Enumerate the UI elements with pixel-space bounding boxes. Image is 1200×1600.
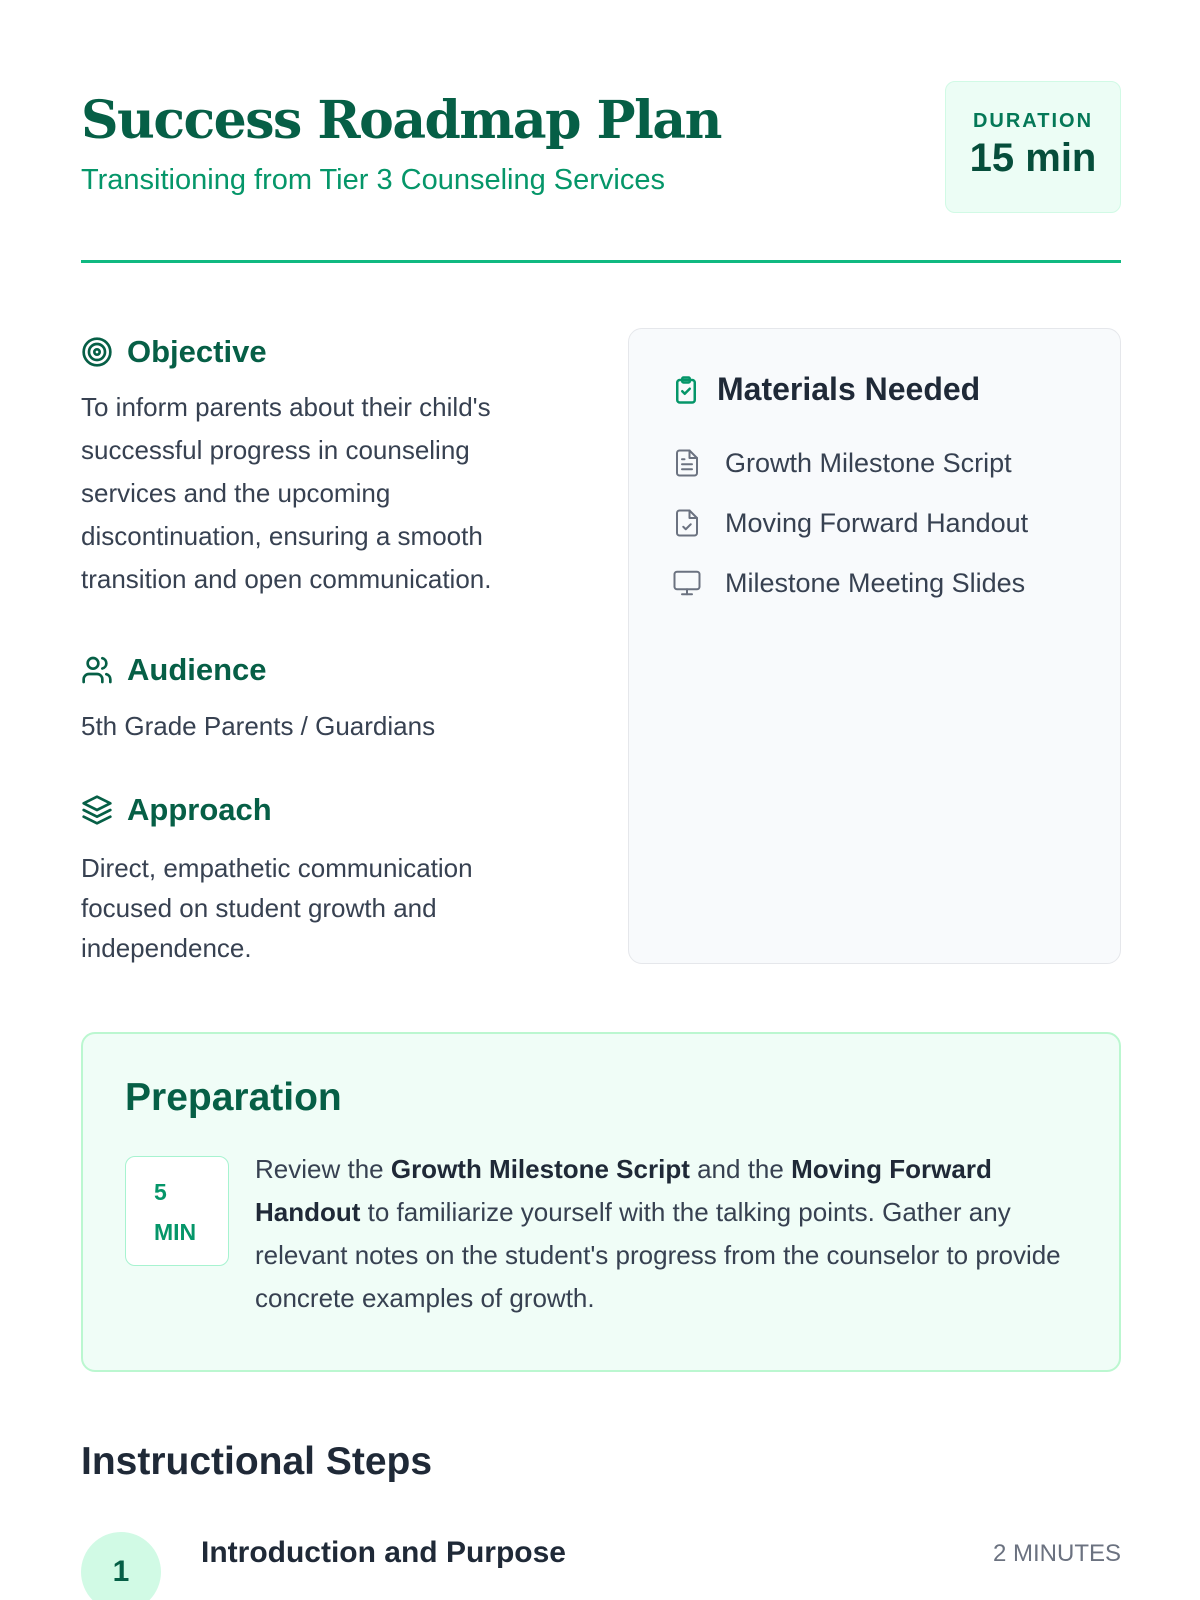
page-subtitle: Transitioning from Tier 3 Counseling Services (81, 164, 666, 196)
step-duration: 2 MINUTES (992, 1540, 1121, 1567)
audience-text: 5th Grade Parents / Guardians (81, 711, 436, 741)
material-label: Growth Milestone Script (725, 447, 1012, 478)
steps-heading: Instructional Steps (81, 1440, 433, 1483)
material-item[interactable] (671, 493, 1028, 553)
prep-text-part: to familiarize yourself with the talking points. Gather any relevant notes on the student's progress from the counselor to provide concrete examples of growth. (255, 1197, 1061, 1313)
file-check-icon (671, 507, 703, 539)
approach-text: Direct, empathetic communication focused on student growth and independence. (81, 853, 473, 963)
clipboard-check-icon (671, 374, 701, 406)
duration-value: 15 min (969, 136, 1097, 180)
prep-time-unit: MIN (154, 1219, 197, 1245)
preparation-text (255, 1148, 1075, 1320)
prep-text-part: Review the (255, 1154, 391, 1184)
prep-handout-reference: Moving Forward Handout (255, 1154, 992, 1227)
audience-section (81, 650, 561, 744)
layers-icon (81, 794, 113, 826)
duration-badge (945, 81, 1121, 213)
step-title: Introduction and Purpose (201, 1536, 566, 1569)
page-title: Success Roadmap Plan (81, 90, 721, 151)
materials-heading: Materials Needed (717, 371, 981, 407)
prep-time-value: 5 (154, 1179, 167, 1205)
preparation-heading: Preparation (125, 1076, 342, 1119)
materials-list (671, 433, 1028, 613)
material-item[interactable] (671, 553, 1028, 613)
users-icon (81, 654, 113, 686)
objective-section (81, 332, 561, 601)
approach-section (81, 790, 561, 968)
monitor-icon (671, 567, 703, 599)
approach-heading: Approach (127, 792, 272, 827)
audience-heading: Audience (127, 652, 267, 687)
prep-text-part: and the (689, 1154, 792, 1184)
material-label: Moving Forward Handout (725, 507, 1029, 538)
preparation-card (81, 1032, 1121, 1372)
step-number-badge: 1 (81, 1532, 161, 1600)
file-text-icon (671, 447, 703, 479)
duration-label: DURATION (972, 110, 1094, 132)
material-item[interactable] (671, 433, 1028, 493)
objective-heading: Objective (127, 334, 267, 369)
prep-time-badge (125, 1156, 229, 1266)
plan-header (81, 78, 1121, 263)
materials-card (628, 328, 1121, 964)
material-label: Milestone Meeting Slides (725, 567, 1026, 598)
target-icon (81, 336, 113, 368)
prep-script-reference: Growth Milestone Script (390, 1154, 690, 1184)
objective-text: To inform parents about their child's successful progress in counseling services and the upcoming discontinuation, ensuring a smooth transition and open communication. (81, 392, 492, 594)
